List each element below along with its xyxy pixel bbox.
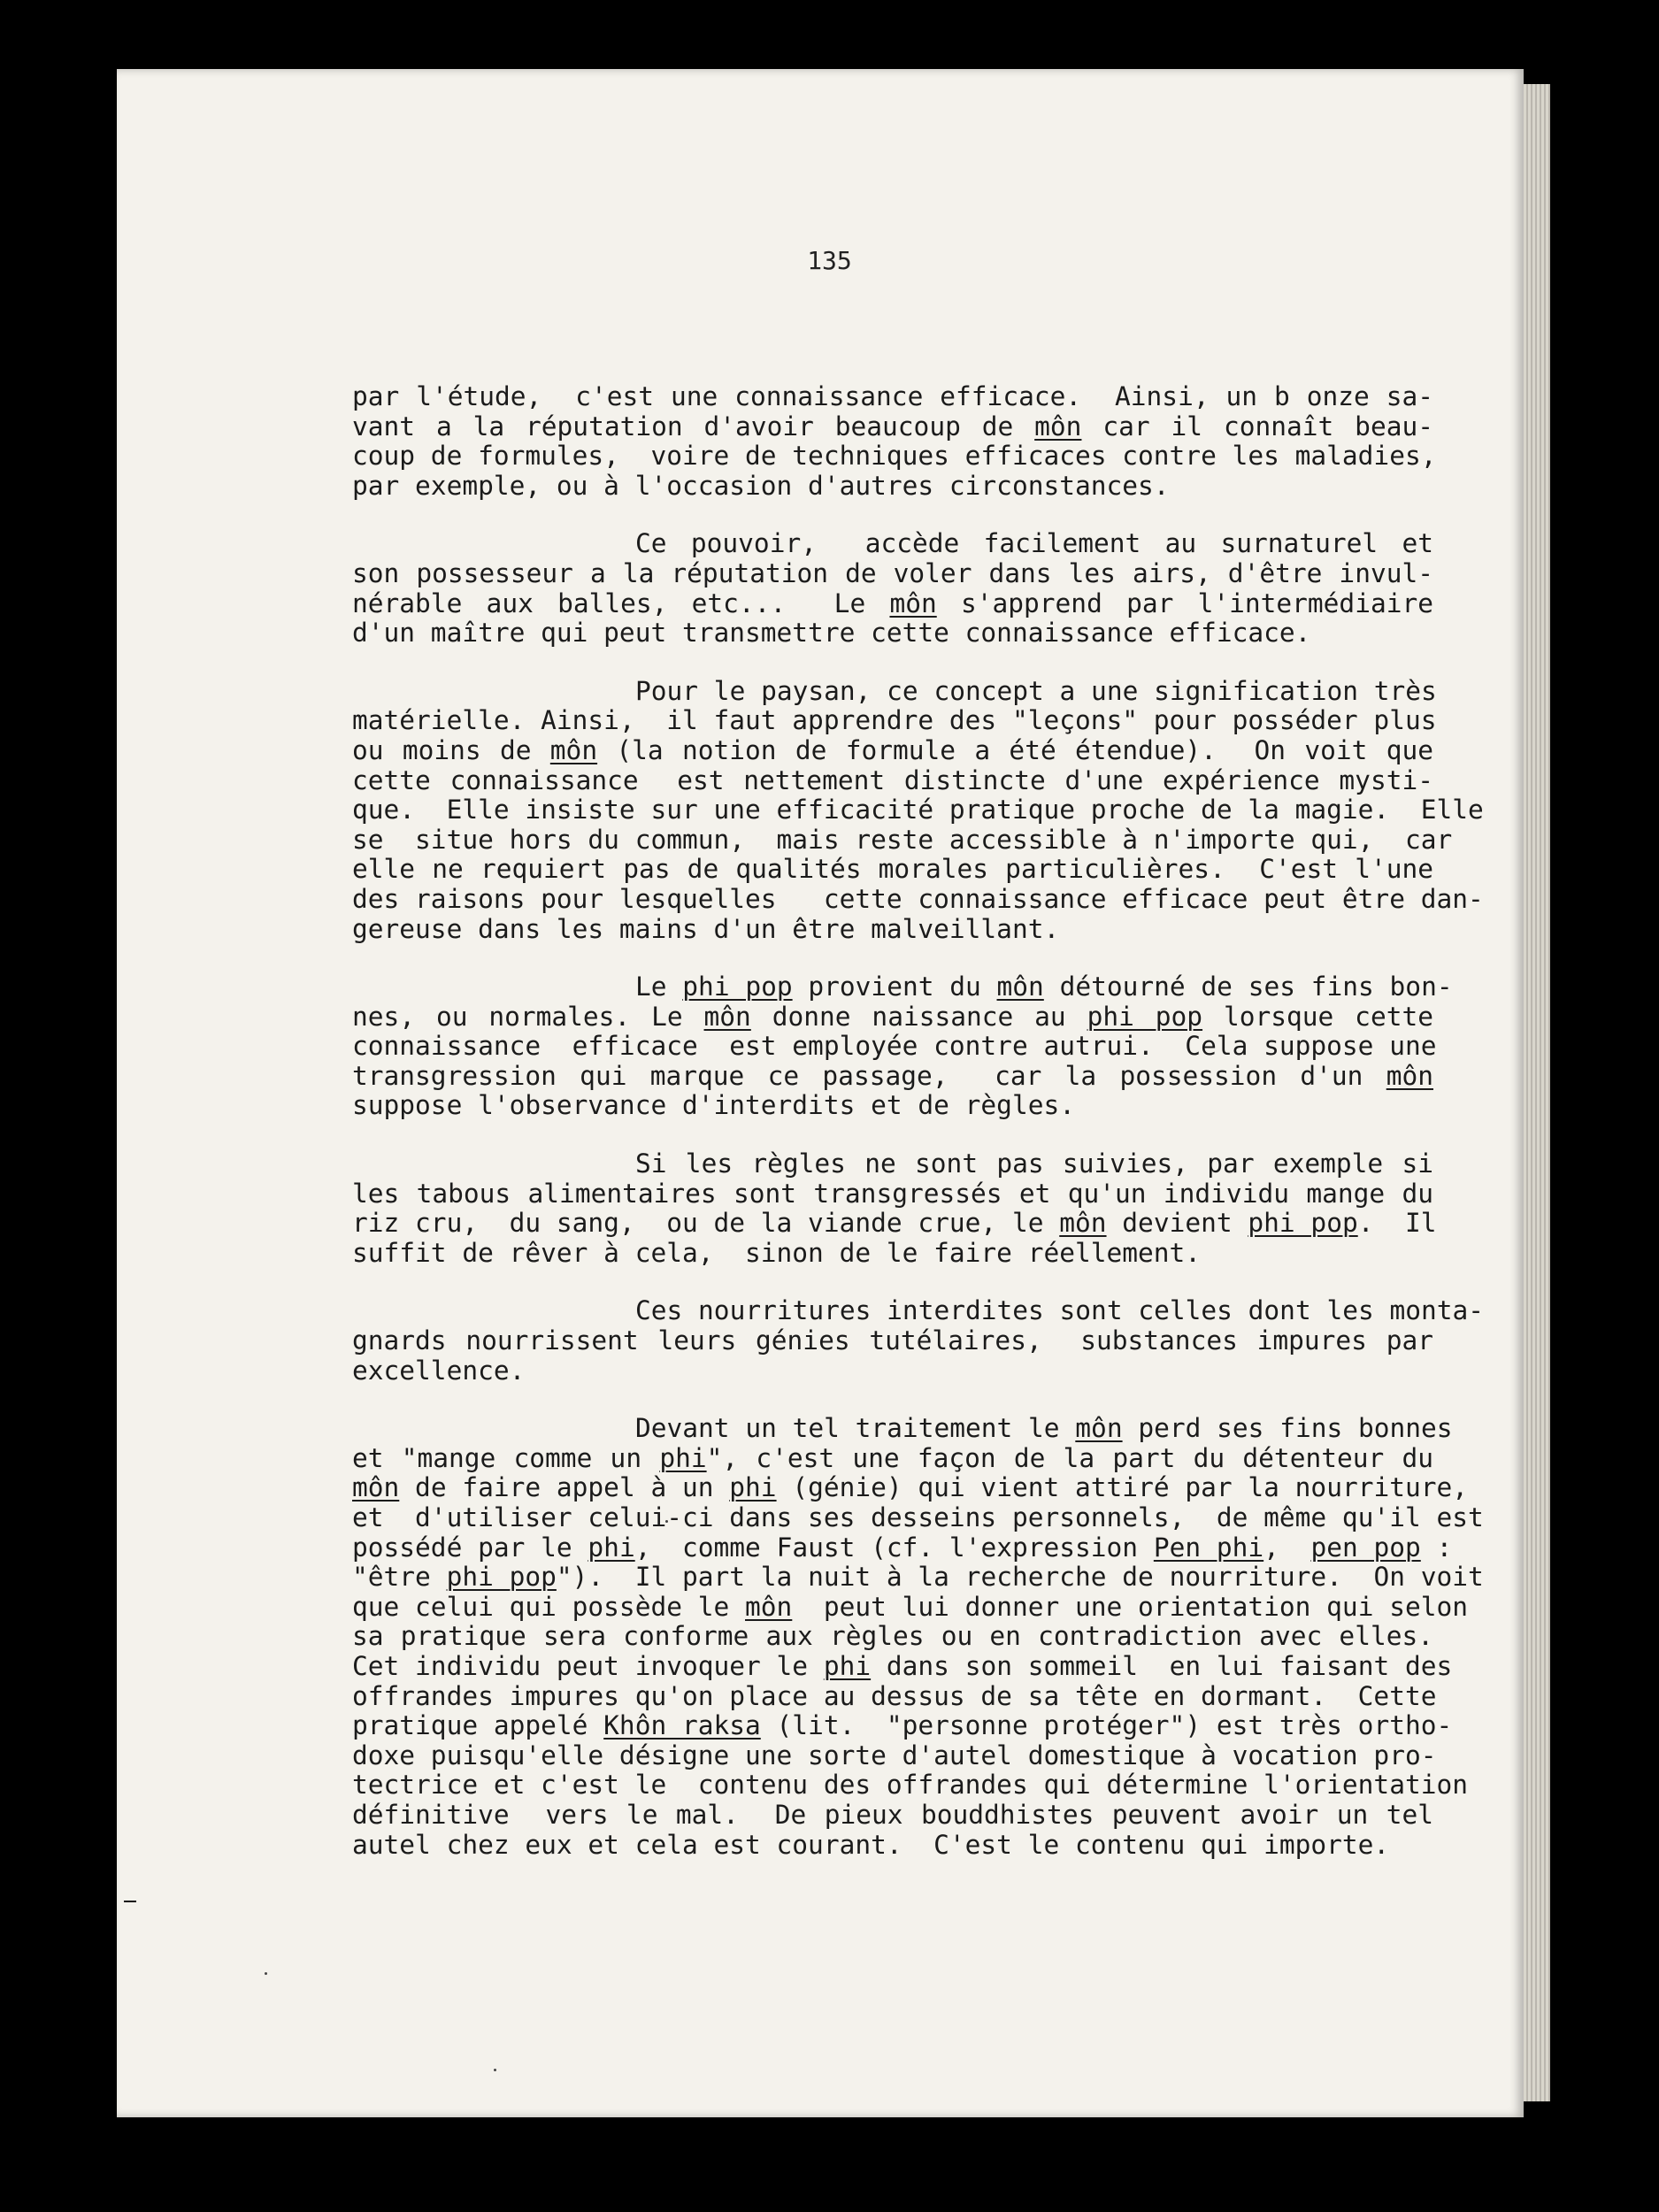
text-line xyxy=(352,441,1437,472)
text-segment: , comme Faust (cf. l'expression xyxy=(634,1532,1154,1563)
text-segment: riz cru, du sang, ou de la viande crue, le xyxy=(352,1208,1060,1239)
text-line xyxy=(352,1031,1437,1062)
underlined-term: Khôn raksa xyxy=(603,1710,761,1741)
page-stack-edge xyxy=(1524,84,1550,2101)
underlined-term: phi xyxy=(823,1650,872,1681)
text-segment: car il connaît beau- xyxy=(1081,411,1433,442)
paragraph xyxy=(352,1413,1484,1860)
text-segment: lorsque cette xyxy=(1202,1001,1433,1032)
text-segment: Le xyxy=(635,972,683,1002)
text-line xyxy=(352,1770,1468,1801)
text-segment: Ce pouvoir, accède facilement au surnaturel et xyxy=(635,528,1433,559)
text-segment: gnards nourrissent leurs génies tutélaires, substances impures par xyxy=(352,1325,1433,1356)
text-segment: Pour le paysan, ce concept a une signification très xyxy=(635,675,1437,706)
text-segment: son possesseur a la réputation de voler dans les airs, d'être invul- xyxy=(352,557,1433,588)
text-segment: des raisons pour lesquelles cette connaissance efficace peut être dan- xyxy=(352,883,1484,914)
text-segment: donne naissance au xyxy=(750,1001,1087,1032)
text-segment: . Il xyxy=(1357,1208,1437,1239)
paragraph xyxy=(352,529,1433,648)
text-line xyxy=(352,915,1433,945)
underlined-term: môn xyxy=(996,972,1044,1002)
text-line xyxy=(352,1179,1433,1210)
text-segment: devient xyxy=(1106,1208,1248,1239)
underlined-term: môn xyxy=(1386,1060,1433,1091)
text-line xyxy=(352,472,1433,502)
text-line xyxy=(352,1356,1433,1386)
underlined-term: phi pop xyxy=(682,972,793,1002)
text-segment: pratique appelé xyxy=(352,1710,604,1741)
text-line xyxy=(352,1650,1453,1682)
underlined-term: phi pop xyxy=(1248,1208,1358,1239)
text-segment: se situe hors du commun, mais reste accessible à n'importe qui, car xyxy=(352,824,1453,855)
text-segment: que. Elle insiste sur une efficacité pratique proche de la magie. Elle xyxy=(352,795,1484,826)
text-line xyxy=(352,1622,1433,1652)
text-segment: provient du xyxy=(792,972,997,1002)
text-segment: les tabous alimentaires sont transgressés et qu'un individu mange du xyxy=(352,1178,1433,1209)
text-line xyxy=(352,675,1437,707)
text-segment: "être xyxy=(352,1562,447,1593)
text-segment: "). Il part la nuit à la recherche de nourriture. On voit xyxy=(556,1562,1484,1593)
text-line xyxy=(352,1413,1453,1444)
text-line xyxy=(352,1062,1433,1092)
paragraph xyxy=(352,381,1437,501)
text-segment: coup de formules, voire de techniques efficaces contre les maladies, xyxy=(352,441,1437,472)
underlined-term: Pen phi xyxy=(1153,1532,1264,1563)
text-segment: suppose l'observance d'interdits et de règles. xyxy=(352,1090,1075,1121)
text-line xyxy=(352,1091,1433,1121)
text-line xyxy=(352,1444,1433,1474)
text-segment: perd ses fins bonnes xyxy=(1122,1413,1453,1444)
text-segment: Ces nourritures interdites sont celles dont les monta- xyxy=(635,1295,1485,1326)
underlined-term: môn xyxy=(889,588,937,618)
text-line xyxy=(352,972,1453,1002)
text-line xyxy=(352,529,1433,559)
text-line xyxy=(352,1562,1484,1593)
text-segment: offrandes impures qu'on place au dessus de sa tête en dormant. Cette xyxy=(352,1680,1437,1711)
text-segment: , xyxy=(1263,1532,1311,1563)
text-line xyxy=(352,412,1433,442)
text-line xyxy=(352,736,1433,766)
text-line xyxy=(352,855,1433,885)
text-segment: par l'étude, c'est une connaissance efficace. Ainsi, un b onze sa- xyxy=(352,381,1433,411)
underlined-term: môn xyxy=(703,1001,751,1032)
margin-mark xyxy=(124,1901,136,1902)
text-line xyxy=(352,382,1433,412)
text-segment: gereuse dans les mains d'un être malveillant. xyxy=(352,913,1060,944)
text-segment: et "mange comme un xyxy=(352,1442,660,1473)
underlined-term: môn xyxy=(1059,1208,1107,1239)
text-segment: que celui qui possède le xyxy=(352,1591,746,1622)
text-line xyxy=(352,1502,1484,1533)
underlined-term: phi xyxy=(588,1532,635,1563)
text-segment: elle ne requiert pas de qualités morales particulières. C'est l'une xyxy=(352,854,1433,885)
text-line xyxy=(352,1591,1469,1623)
text-segment: et d'utiliser celui-ci dans ses desseins personnels, de même qu'il est xyxy=(352,1502,1484,1532)
text-line xyxy=(352,1532,1453,1563)
text-line xyxy=(352,1740,1437,1771)
text-line xyxy=(352,1472,1469,1503)
text-segment: définitive vers le mal. De pieux bouddhistes peuvent avoir un tel xyxy=(352,1799,1433,1830)
underlined-term: môn xyxy=(745,1591,793,1622)
text-segment: suffit de rêver à cela, sinon de le faire réellement. xyxy=(352,1237,1202,1268)
text-segment: connaissance efficace est employée contre autrui. Cela suppose une xyxy=(352,1031,1437,1062)
text-segment: cette connaissance est nettement distincte d'une expérience mysti- xyxy=(352,764,1433,795)
text-segment: Cet individu peut invoquer le xyxy=(352,1650,824,1681)
paragraph xyxy=(352,972,1453,1121)
underlined-term: môn xyxy=(549,734,598,765)
paragraph xyxy=(352,675,1484,944)
text-line xyxy=(352,766,1433,796)
text-segment: dans son sommeil en lui faisant des xyxy=(871,1650,1453,1681)
text-segment: s'apprend par l'intermédiaire xyxy=(936,588,1433,618)
text-line xyxy=(352,1326,1433,1356)
text-line xyxy=(352,589,1433,619)
text-segment: sa pratique sera conforme aux règles ou en contradiction avec elles. xyxy=(352,1621,1433,1652)
text-line xyxy=(352,883,1484,915)
text-segment: matérielle. Ainsi, il faut apprendre des "leçons" pour posséder plus xyxy=(352,705,1437,736)
text-segment: autel chez eux et cela est courant. C'est le contenu qui importe. xyxy=(352,1829,1390,1860)
text-line xyxy=(352,705,1437,736)
underlined-term: môn xyxy=(352,1472,400,1503)
text-segment: d'un maître qui peut transmettre cette connaissance efficace. xyxy=(352,618,1311,649)
text-segment: ", c'est une façon de la part du détenteur du xyxy=(706,1442,1433,1473)
text-segment: Devant un tel traitement le xyxy=(635,1413,1076,1444)
text-segment: détourné de ses fins bon- xyxy=(1043,972,1453,1002)
body-text xyxy=(352,381,1485,1888)
text-segment: transgression qui marque ce passage, car la possession d'un xyxy=(352,1060,1386,1091)
underlined-term: phi xyxy=(729,1472,777,1503)
text-segment: (génie) qui vient attiré par la nourriture, xyxy=(776,1472,1469,1503)
speck xyxy=(265,1972,267,1975)
text-segment: (lit. "personne protéger") est très ortho- xyxy=(760,1710,1453,1741)
text-segment: tectrice et c'est le contenu des offrandes qui détermine l'orientation xyxy=(352,1770,1468,1801)
underlined-term: phi pop xyxy=(1087,1001,1203,1032)
underlined-term: pen pop xyxy=(1310,1532,1421,1563)
text-segment: peut lui donner une orientation qui selon xyxy=(792,1591,1469,1622)
underlined-term: phi pop xyxy=(446,1562,557,1593)
text-segment: nes, ou normales. Le xyxy=(352,1001,704,1032)
page-number: 135 xyxy=(807,246,852,275)
text-line xyxy=(352,1208,1437,1239)
text-segment: nérable aux balles, etc... Le xyxy=(352,588,890,618)
text-segment: de faire appel à un xyxy=(399,1472,730,1503)
text-line xyxy=(352,795,1484,826)
text-line xyxy=(352,1680,1437,1712)
underlined-term: phi xyxy=(659,1442,707,1473)
text-line xyxy=(352,1002,1433,1033)
paragraph xyxy=(352,1148,1437,1268)
text-segment: possédé par le xyxy=(352,1532,588,1563)
underlined-term: môn xyxy=(1075,1413,1123,1444)
text-line xyxy=(352,618,1433,649)
text-line xyxy=(352,1801,1433,1831)
text-segment: Si les règles ne sont pas suivies, par exemple si xyxy=(635,1148,1433,1179)
text-segment: excellence. xyxy=(352,1355,526,1386)
text-segment: (la notion de formule a été étendue). On voit que xyxy=(597,734,1433,765)
text-line xyxy=(352,1239,1433,1269)
text-line xyxy=(352,1295,1485,1326)
text-segment: vant a la réputation d'avoir beaucoup de xyxy=(352,411,1035,442)
text-line xyxy=(352,824,1453,856)
speck xyxy=(494,2069,496,2071)
text-line xyxy=(352,1831,1433,1861)
text-line xyxy=(352,1149,1433,1179)
text-line xyxy=(352,1710,1453,1741)
underlined-term: môn xyxy=(1034,411,1082,442)
paragraph xyxy=(352,1295,1485,1386)
text-segment: ou moins de xyxy=(352,734,550,765)
text-line xyxy=(352,559,1433,589)
text-segment: doxe puisqu'elle désigne une sorte d'autel domestique à vocation pro- xyxy=(352,1740,1437,1770)
text-segment: : xyxy=(1420,1532,1453,1563)
text-segment: par exemple, ou à l'occasion d'autres circonstances. xyxy=(352,470,1170,501)
